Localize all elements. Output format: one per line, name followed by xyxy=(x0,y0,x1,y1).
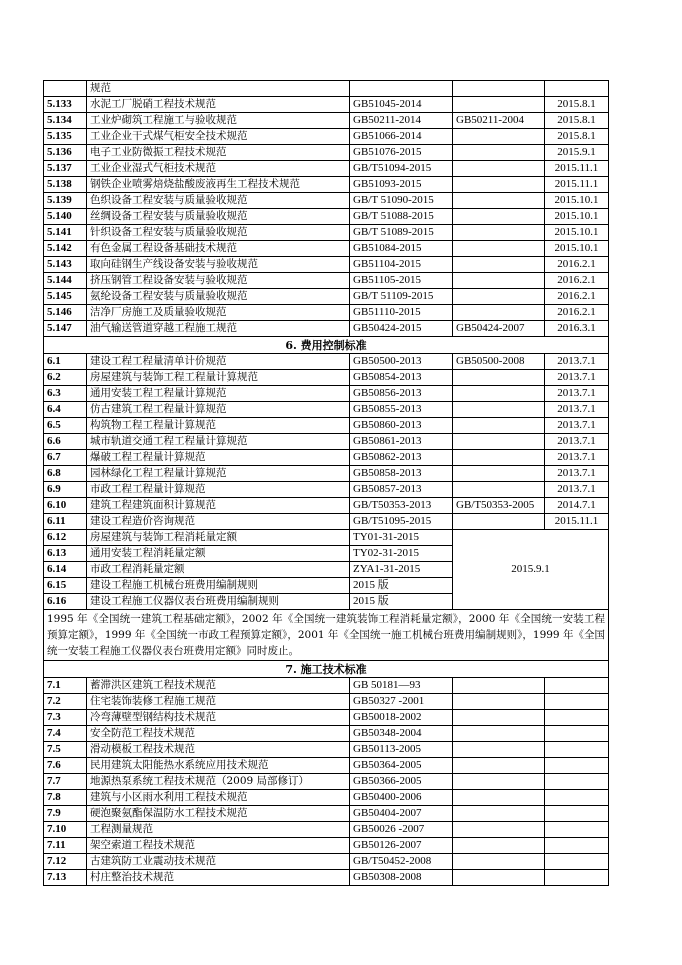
table-row xyxy=(44,257,609,273)
replaced-standard xyxy=(453,466,545,482)
standard-code: GB/T50353-2013 xyxy=(350,498,453,514)
standard-title: 通用安装工程工程量计算规范 xyxy=(87,386,350,402)
standard-title: 色织设备工程安装与质量验收规范 xyxy=(87,193,350,209)
effective-date xyxy=(545,742,609,758)
row-number xyxy=(44,81,87,97)
effective-date: 2016.2.1 xyxy=(545,257,609,273)
standard-code: GB50400-2006 xyxy=(350,790,453,806)
effective-date xyxy=(545,694,609,710)
replaced-standard xyxy=(453,97,545,113)
table-row xyxy=(44,742,609,758)
effective-date: 2015.10.1 xyxy=(545,193,609,209)
table-row xyxy=(44,177,609,193)
table-row xyxy=(44,726,609,742)
section-heading: 6. 费用控制标准 xyxy=(44,337,609,354)
replaced-standard xyxy=(453,145,545,161)
replaced-standard xyxy=(453,289,545,305)
row-number: 7.2 xyxy=(44,694,87,710)
standard-title: 冷弯薄壁型钢结构技术规范 xyxy=(87,710,350,726)
table-row xyxy=(44,694,609,710)
standard-code: GB/T 51089-2015 xyxy=(350,225,453,241)
row-number: 7.4 xyxy=(44,726,87,742)
standard-title: 滑动模板工程技术规范 xyxy=(87,742,350,758)
standard-code: GB51110-2015 xyxy=(350,305,453,321)
abolition-note-row xyxy=(44,610,609,661)
standard-code: GB51093-2015 xyxy=(350,177,453,193)
row-number: 5.138 xyxy=(44,177,87,193)
replaced-standard xyxy=(453,482,545,498)
row-number: 5.136 xyxy=(44,145,87,161)
standard-code: GB51066-2014 xyxy=(350,129,453,145)
effective-date xyxy=(545,758,609,774)
standard-code: GB50308-2008 xyxy=(350,870,453,886)
table-row xyxy=(44,530,609,546)
row-number: 7.6 xyxy=(44,758,87,774)
standard-title: 安全防范工程技术规范 xyxy=(87,726,350,742)
table-row xyxy=(44,161,609,177)
row-number: 6.6 xyxy=(44,434,87,450)
standard-title: 工业炉砌筑工程施工与验收规范 xyxy=(87,113,350,129)
row-number: 7.3 xyxy=(44,710,87,726)
row-number: 6.8 xyxy=(44,466,87,482)
effective-date: 2013.7.1 xyxy=(545,450,609,466)
replaced-standard: GB50424-2007 xyxy=(453,321,545,337)
standard-title: 房屋建筑与装饰工程工程量计算规范 xyxy=(87,370,350,386)
replaced-standard xyxy=(453,822,545,838)
row-number: 7.5 xyxy=(44,742,87,758)
table-row xyxy=(44,822,609,838)
row-number: 5.133 xyxy=(44,97,87,113)
row-number: 6.5 xyxy=(44,418,87,434)
effective-date: 2013.7.1 xyxy=(545,402,609,418)
replaced-standard xyxy=(453,742,545,758)
replaced-standard: GB50211-2004 xyxy=(453,113,545,129)
table-row xyxy=(44,418,609,434)
table-row xyxy=(44,482,609,498)
effective-date xyxy=(545,806,609,822)
standard-code: TY02-31-2015 xyxy=(350,546,453,562)
replaced-standard xyxy=(453,241,545,257)
table-row xyxy=(44,209,609,225)
section-heading: 7. 施工技术标准 xyxy=(44,661,609,678)
standard-title: 房屋建筑与装饰工程消耗量定额 xyxy=(87,530,350,546)
standard-code: GB51076-2015 xyxy=(350,145,453,161)
standard-title: 电子工业防微振工程技术规范 xyxy=(87,145,350,161)
row-number: 5.137 xyxy=(44,161,87,177)
row-number: 6.9 xyxy=(44,482,87,498)
replaced-standard xyxy=(453,209,545,225)
standard-code: GB/T 51088-2015 xyxy=(350,209,453,225)
effective-date xyxy=(545,710,609,726)
standard-title: 城市轨道交通工程工程量计算规范 xyxy=(87,434,350,450)
row-number: 6.7 xyxy=(44,450,87,466)
table-row xyxy=(44,97,609,113)
row-number: 5.140 xyxy=(44,209,87,225)
section-7-header xyxy=(44,661,609,678)
standard-code: GB50348-2004 xyxy=(350,726,453,742)
row-number: 5.147 xyxy=(44,321,87,337)
effective-date xyxy=(545,774,609,790)
effective-date xyxy=(545,678,609,694)
standard-title: 规范 xyxy=(87,81,350,97)
standard-code: GB50327 -2001 xyxy=(350,694,453,710)
standard-code: GB50364-2005 xyxy=(350,758,453,774)
standard-code: 2015 版 xyxy=(350,594,453,610)
standard-code: GB/T50452-2008 xyxy=(350,854,453,870)
standard-title: 丝绸设备工程安装与质量验收规范 xyxy=(87,209,350,225)
effective-date xyxy=(545,838,609,854)
replaced-standard xyxy=(453,386,545,402)
standard-code: GB50500-2013 xyxy=(350,354,453,370)
effective-date: 2013.7.1 xyxy=(545,466,609,482)
effective-date: 2016.2.1 xyxy=(545,289,609,305)
table-row xyxy=(44,402,609,418)
table-row xyxy=(44,193,609,209)
table-row xyxy=(44,790,609,806)
standard-title: 水泥工厂脱硝工程技术规范 xyxy=(87,97,350,113)
standard-title: 挤压钢管工程设备安装与验收规范 xyxy=(87,273,350,289)
merged-effective-date: 2015.9.1 xyxy=(453,530,609,610)
standard-title: 构筑物工程工程量计算规范 xyxy=(87,418,350,434)
row-number: 6.14 xyxy=(44,562,87,578)
standard-code: TY01-31-2015 xyxy=(350,530,453,546)
row-number: 6.13 xyxy=(44,546,87,562)
standard-title: 洁净厂房施工及质量验收规范 xyxy=(87,305,350,321)
row-number: 6.11 xyxy=(44,514,87,530)
row-number: 7.8 xyxy=(44,790,87,806)
effective-date: 2015.10.1 xyxy=(545,225,609,241)
effective-date: 2014.7.1 xyxy=(545,498,609,514)
row-number: 5.139 xyxy=(44,193,87,209)
standard-title: 通用安装工程消耗量定额 xyxy=(87,546,350,562)
standard-title: 架空索道工程技术规范 xyxy=(87,838,350,854)
effective-date: 2016.2.1 xyxy=(545,273,609,289)
standard-title: 油气输送管道穿越工程施工规范 xyxy=(87,321,350,337)
effective-date: 2015.10.1 xyxy=(545,209,609,225)
row-number: 5.135 xyxy=(44,129,87,145)
standard-title: 市政工程工程量计算规范 xyxy=(87,482,350,498)
effective-date: 2013.7.1 xyxy=(545,418,609,434)
table-row xyxy=(44,321,609,337)
row-number: 6.10 xyxy=(44,498,87,514)
table-row xyxy=(44,386,609,402)
standard-code: GB50862-2013 xyxy=(350,450,453,466)
table-row xyxy=(44,129,609,145)
replaced-standard: GB50500-2008 xyxy=(453,354,545,370)
replaced-standard xyxy=(453,774,545,790)
section-6-header xyxy=(44,337,609,354)
standard-title: 民用建筑太阳能热水系统应用技术规范 xyxy=(87,758,350,774)
row-number: 6.16 xyxy=(44,594,87,610)
standard-code: GB50404-2007 xyxy=(350,806,453,822)
replaced-standard xyxy=(453,418,545,434)
standard-code: GB/T 51090-2015 xyxy=(350,193,453,209)
table-row xyxy=(44,758,609,774)
table-row xyxy=(44,81,609,97)
standards-table xyxy=(43,80,609,886)
standard-code: GB51105-2015 xyxy=(350,273,453,289)
row-number: 7.7 xyxy=(44,774,87,790)
replaced-standard xyxy=(453,370,545,386)
table-row xyxy=(44,870,609,886)
standard-title: 工业企业湿式气柜技术规范 xyxy=(87,161,350,177)
standard-title: 建设工程施工机械台班费用编制规则 xyxy=(87,578,350,594)
table-row xyxy=(44,305,609,321)
effective-date: 2013.7.1 xyxy=(545,386,609,402)
replaced-standard xyxy=(453,450,545,466)
replaced-standard xyxy=(453,129,545,145)
standard-code: GB51084-2015 xyxy=(350,241,453,257)
standard-title: 古建筑防工业震动技术规范 xyxy=(87,854,350,870)
standard-code: GB50854-2013 xyxy=(350,370,453,386)
standard-code: GB50018-2002 xyxy=(350,710,453,726)
table-row xyxy=(44,113,609,129)
replaced-standard: GB/T50353-2005 xyxy=(453,498,545,514)
standard-code: GB50857-2013 xyxy=(350,482,453,498)
replaced-standard xyxy=(453,177,545,193)
effective-date xyxy=(545,81,609,97)
row-number: 6.4 xyxy=(44,402,87,418)
replaced-standard xyxy=(453,161,545,177)
replaced-standard xyxy=(453,758,545,774)
row-number: 5.144 xyxy=(44,273,87,289)
standard-title: 市政工程消耗量定额 xyxy=(87,562,350,578)
standard-title: 氨纶设备工程安装与质量验收规范 xyxy=(87,289,350,305)
standard-code: GB50424-2015 xyxy=(350,321,453,337)
effective-date: 2016.2.1 xyxy=(545,305,609,321)
effective-date xyxy=(545,726,609,742)
effective-date xyxy=(545,822,609,838)
effective-date: 2013.7.1 xyxy=(545,354,609,370)
replaced-standard xyxy=(453,273,545,289)
replaced-standard xyxy=(453,434,545,450)
replaced-standard xyxy=(453,257,545,273)
effective-date: 2015.9.1 xyxy=(545,145,609,161)
replaced-standard xyxy=(453,402,545,418)
replaced-standard xyxy=(453,806,545,822)
table-row xyxy=(44,806,609,822)
standard-title: 工业企业干式煤气柜安全技术规范 xyxy=(87,129,350,145)
replaced-standard xyxy=(453,305,545,321)
table-row xyxy=(44,273,609,289)
table-row xyxy=(44,241,609,257)
standard-code: GB50858-2013 xyxy=(350,466,453,482)
row-number: 5.143 xyxy=(44,257,87,273)
replaced-standard xyxy=(453,514,545,530)
standard-code: GB50211-2014 xyxy=(350,113,453,129)
effective-date: 2013.7.1 xyxy=(545,370,609,386)
row-number: 6.3 xyxy=(44,386,87,402)
table-row xyxy=(44,450,609,466)
table-row xyxy=(44,710,609,726)
effective-date: 2013.7.1 xyxy=(545,434,609,450)
row-number: 6.1 xyxy=(44,354,87,370)
standard-title: 蓄滞洪区建筑工程技术规范 xyxy=(87,678,350,694)
effective-date: 2013.7.1 xyxy=(545,482,609,498)
standard-title: 地源热泵系统工程技术规范（2009 局部修订） xyxy=(87,774,350,790)
table-row xyxy=(44,678,609,694)
effective-date xyxy=(545,854,609,870)
effective-date: 2016.3.1 xyxy=(545,321,609,337)
standards-document xyxy=(43,80,608,886)
standard-title: 建设工程造价咨询规范 xyxy=(87,514,350,530)
standard-code: GB50860-2013 xyxy=(350,418,453,434)
standard-code: GB51045-2014 xyxy=(350,97,453,113)
standard-code: 2015 版 xyxy=(350,578,453,594)
standard-code: GB50126-2007 xyxy=(350,838,453,854)
table-row xyxy=(44,145,609,161)
row-number: 7.12 xyxy=(44,854,87,870)
effective-date: 2015.8.1 xyxy=(545,113,609,129)
row-number: 5.142 xyxy=(44,241,87,257)
standard-code: GB/T51094-2015 xyxy=(350,161,453,177)
replaced-standard xyxy=(453,838,545,854)
standard-code: GB50861-2013 xyxy=(350,434,453,450)
table-row xyxy=(44,498,609,514)
effective-date: 2015.11.1 xyxy=(545,514,609,530)
row-number: 7.11 xyxy=(44,838,87,854)
standard-code: GB50366-2005 xyxy=(350,774,453,790)
standard-title: 住宅装饰装修工程施工规范 xyxy=(87,694,350,710)
table-row xyxy=(44,354,609,370)
standard-code: GB50855-2013 xyxy=(350,402,453,418)
standard-title: 建设工程施工仪器仪表台班费用编制规则 xyxy=(87,594,350,610)
table-row xyxy=(44,854,609,870)
row-number: 5.146 xyxy=(44,305,87,321)
abolition-note: 1995 年《全国统一建筑工程基础定额》，2002 年《全国统一建筑装饰工程消耗量定额》，2000 年《全国统一安装工程预算定额》，1999 年《全国统一市政工程预算定额》，2001 年《全国统一施工机械台班费用编制规则》，1999 年《全国统一安装工程施工仪器仪表台班费用定额》同时废止。 xyxy=(44,610,609,661)
row-number: 7.13 xyxy=(44,870,87,886)
standard-title: 建筑工程建筑面积计算规范 xyxy=(87,498,350,514)
standard-title: 建筑与小区雨水利用工程技术规范 xyxy=(87,790,350,806)
row-number: 5.134 xyxy=(44,113,87,129)
standard-code xyxy=(350,81,453,97)
effective-date: 2015.11.1 xyxy=(545,161,609,177)
row-number: 6.12 xyxy=(44,530,87,546)
standard-code: GB50113-2005 xyxy=(350,742,453,758)
replaced-standard xyxy=(453,870,545,886)
standard-code: GB51104-2015 xyxy=(350,257,453,273)
standard-title: 园林绿化工程工程量计算规范 xyxy=(87,466,350,482)
row-number: 5.145 xyxy=(44,289,87,305)
table-row xyxy=(44,514,609,530)
row-number: 7.1 xyxy=(44,678,87,694)
replaced-standard xyxy=(453,710,545,726)
effective-date: 2015.8.1 xyxy=(545,129,609,145)
table-row xyxy=(44,370,609,386)
replaced-standard xyxy=(453,193,545,209)
standard-code: GB/T51095-2015 xyxy=(350,514,453,530)
row-number: 7.9 xyxy=(44,806,87,822)
effective-date: 2015.8.1 xyxy=(545,97,609,113)
replaced-standard xyxy=(453,694,545,710)
effective-date: 2015.11.1 xyxy=(545,177,609,193)
standard-title: 取向硅钢生产线设备安装与验收规范 xyxy=(87,257,350,273)
standard-title: 村庄整治技术规范 xyxy=(87,870,350,886)
standard-code: ZYA1-31-2015 xyxy=(350,562,453,578)
table-row xyxy=(44,774,609,790)
standard-code: GB/T 51109-2015 xyxy=(350,289,453,305)
table-row xyxy=(44,225,609,241)
standard-code: GB 50181—93 xyxy=(350,678,453,694)
replaced-standard xyxy=(453,790,545,806)
replaced-standard xyxy=(453,81,545,97)
standard-title: 有色金属工程设备基础技术规范 xyxy=(87,241,350,257)
replaced-standard xyxy=(453,726,545,742)
replaced-standard xyxy=(453,678,545,694)
effective-date: 2015.10.1 xyxy=(545,241,609,257)
standard-title: 工程测量规范 xyxy=(87,822,350,838)
replaced-standard xyxy=(453,225,545,241)
row-number: 6.15 xyxy=(44,578,87,594)
standard-title: 硬泡聚氨酯保温防水工程技术规范 xyxy=(87,806,350,822)
standard-title: 仿古建筑工程工程量计算规范 xyxy=(87,402,350,418)
standard-title: 钢铁企业喷雾焙烧盐酸废液再生工程技术规范 xyxy=(87,177,350,193)
standard-title: 建设工程工程量清单计价规范 xyxy=(87,354,350,370)
table-row xyxy=(44,434,609,450)
standard-title: 针织设备工程安装与质量验收规范 xyxy=(87,225,350,241)
standard-code: GB50856-2013 xyxy=(350,386,453,402)
table-row xyxy=(44,838,609,854)
replaced-standard xyxy=(453,854,545,870)
effective-date xyxy=(545,790,609,806)
standard-code: GB50026 -2007 xyxy=(350,822,453,838)
table-row xyxy=(44,466,609,482)
row-number: 5.141 xyxy=(44,225,87,241)
table-row xyxy=(44,289,609,305)
row-number: 6.2 xyxy=(44,370,87,386)
row-number: 7.10 xyxy=(44,822,87,838)
standard-title: 爆破工程工程量计算规范 xyxy=(87,450,350,466)
effective-date xyxy=(545,870,609,886)
